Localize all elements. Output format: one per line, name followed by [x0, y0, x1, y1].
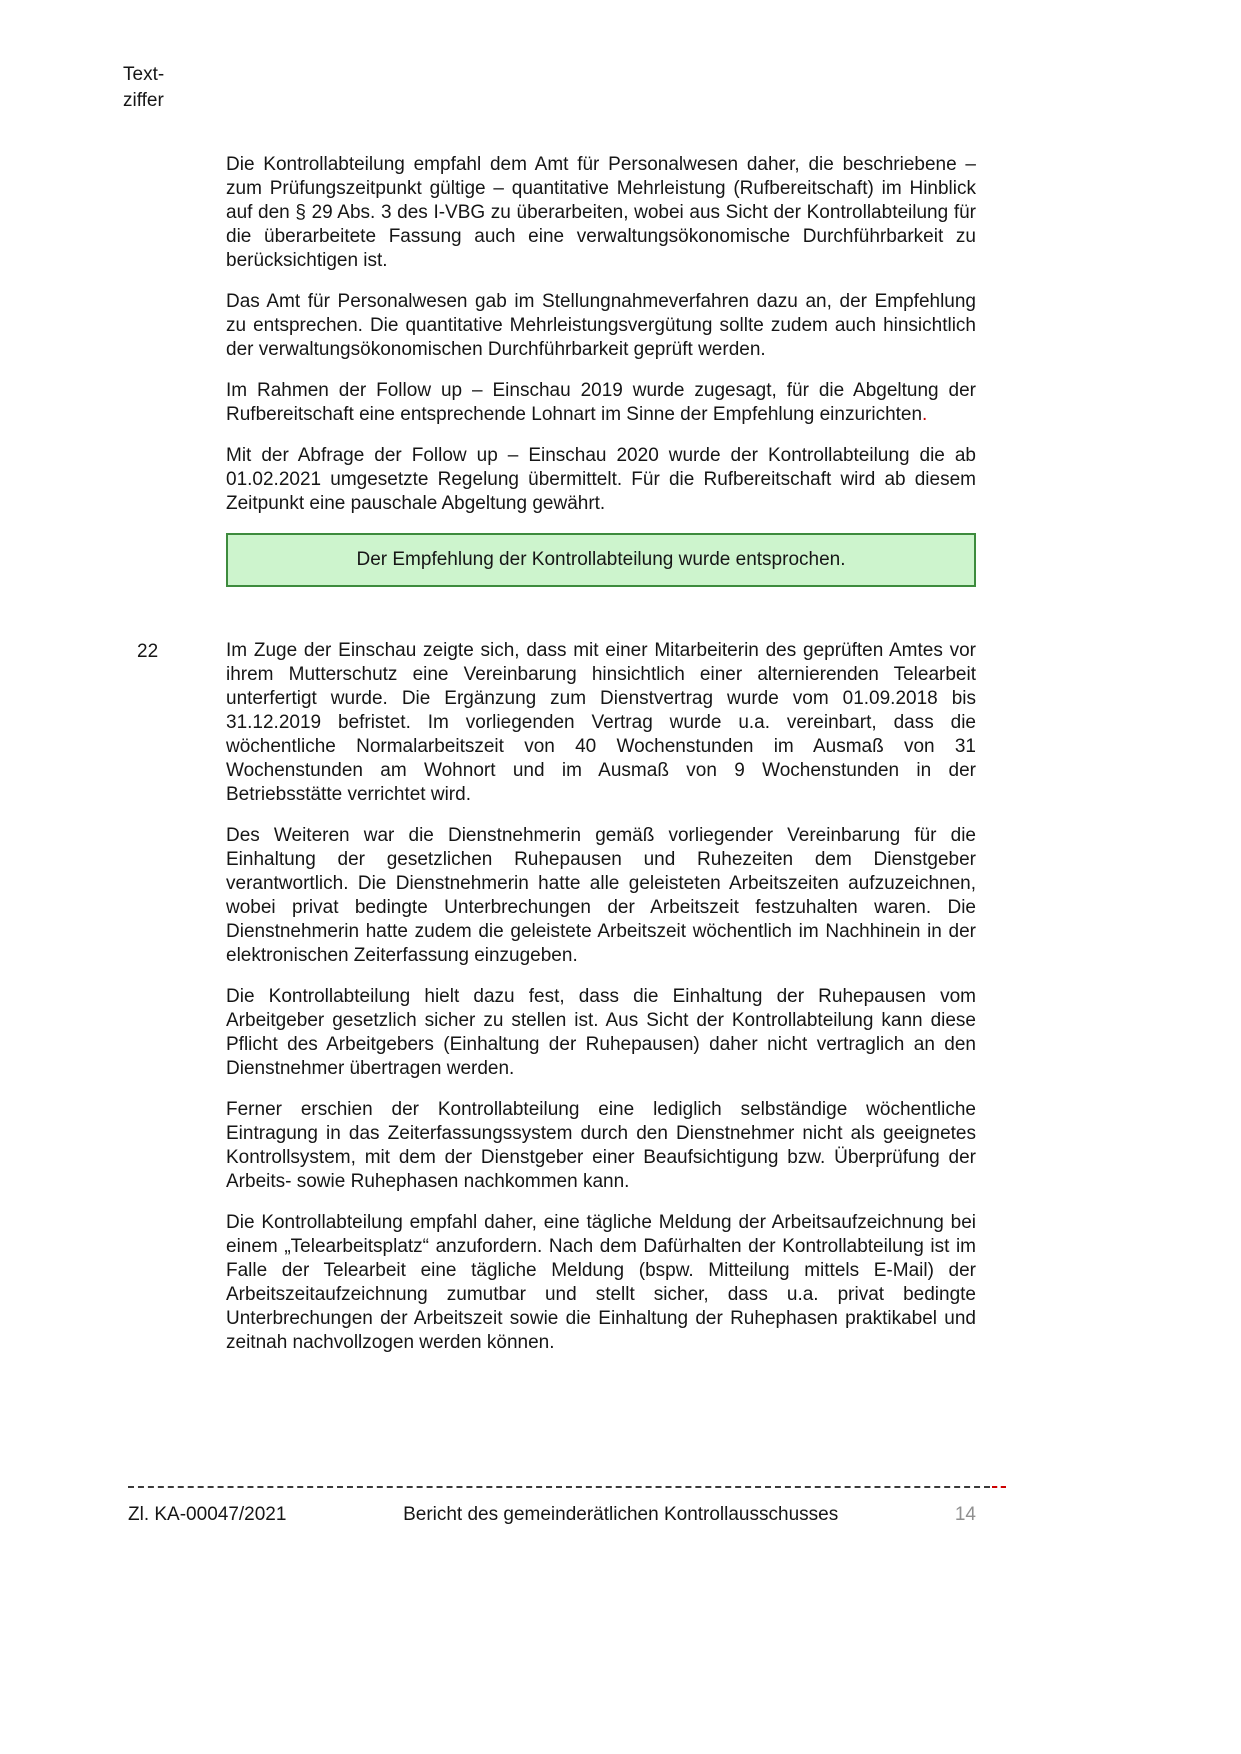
margin-column-heading-line1: Text- — [123, 64, 165, 85]
body-content — [137, 153, 976, 1372]
footer-reference-number: Zl. KA-00047/2021 — [128, 1504, 287, 1525]
section-22 — [137, 639, 976, 1355]
paragraph: Des Weiteren war die Dienstnehmerin gemäß vorliegender Vereinbarung für die Einhaltung der gesetzlichen Ruhepausen und Ruhezeiten dem Dienstgeber verantwortlich. Die Dienstnehmerin hatte alle geleisteten Arbeitszeiten aufzuzeichnen, wobei privat bedingte Unterbrechungen der Arbeitszeit festzuhalten waren. Die Dienstnehmerin hatte zudem die geleistete Arbeitszeit wöchentlich im Nachhinein in der elektronischen Zeiterfassung einzugeben. — [226, 825, 976, 966]
margin-column-heading-line2: ziffer — [123, 90, 164, 111]
paragraph: Ferner erschien der Kontrollabteilung eine lediglich selbständige wöchentliche Eintragung in das Zeiterfassungssystem durch den Dienstnehmer nicht als geeignetes Kontrollsystem, mit dem der Dienstgeber einer Beaufsichtigung bzw. Überprüfung der Arbeits- sowie Ruhephasen nachkommen kann. — [226, 1099, 976, 1192]
paragraph: Mit der Abfrage der Follow up – Einschau 2020 wurde der Kontrollabteilung die ab 01.02.2021 umgesetzte Regelung übermittelt. Für die Rufbereitschaft wird ab diesem Zeitpunkt eine pauschale Abgeltung gewährt. — [226, 445, 976, 514]
paragraph: Die Kontrollabteilung empfahl daher, eine tägliche Meldung der Arbeitsaufzeichnung bei einem „Telearbeitsplatz“ anzufordern. Nach dem Dafürhalten der Kontrollabteilung ist im Falle der Telearbeit eine tägliche Meldung (bspw. Mitteilung mittels E-Mail) der Arbeitszeitaufzeichnung zumutbar und stellt sicher, dass u.a. privat bedingte Unterbrechungen der Arbeitszeit sowie die Einhaltung der Ruhephasen praktikabel und zeitnah nachvollzogen werden können. — [226, 1212, 976, 1353]
page-footer — [128, 1503, 976, 1527]
footer-divider — [128, 1486, 990, 1488]
margin-section-number: 22 — [137, 641, 159, 662]
paragraph — [226, 379, 976, 427]
paragraph-text: Im Rahmen der Follow up – Einschau 2019 wurde zugesagt, für die Abgeltung der Rufbereitschaft eine entsprechende Lohnart im Sinne der Empfehlung einzurichten — [226, 380, 976, 425]
paragraph: Die Kontrollabteilung hielt dazu fest, dass die Einhaltung der Ruhepausen vom Arbeitgeber gesetzlich sicher zu stellen ist. Aus Sicht der Kontrollabteilung kann diese Pflicht des Arbeitgebers (Einhaltung der Ruhepausen) daher nicht vertraglich an den Dienstnehmer übertragen werden. — [226, 986, 976, 1079]
paragraph: Die Kontrollabteilung empfahl dem Amt für Personalwesen daher, die beschriebene – zum Prüfungszeitpunkt gültige – quantitative Mehrleistung (Rufbereitschaft) im Hinblick auf den § 29 Abs. 3 des I-VBG zu überarbeiten, wobei aus Sicht der Kontrollabteilung für die überarbeitete Fassung auch eine verwaltungsökonomische Durchführbarkeit zu berücksichtigen ist. — [226, 154, 976, 271]
paragraph: Das Amt für Personalwesen gab im Stellungnahmeverfahren dazu an, der Empfehlung zu entsprechen. Die quantitative Mehrleistungsvergütung sollte zudem auch hinsichtlich der verwaltungsökonomischen Durchführbarkeit geprüft werden. — [226, 291, 976, 360]
recommendation-status-box: Der Empfehlung der Kontrollabteilung wurde entsprochen. — [226, 533, 976, 587]
footer-divider-red-dash — [992, 1486, 1006, 1488]
footer-report-title: Bericht des gemeinderätlichen Kontrollausschusses — [403, 1504, 839, 1525]
footer-page-number: 14 — [954, 1504, 976, 1525]
margin-column-heading — [123, 62, 164, 114]
paragraph: Im Zuge der Einschau zeigte sich, dass mit einer Mitarbeiterin des geprüften Amtes vor ihrem Mutterschutz eine Vereinbarung hinsichtlich einer alternierenden Telearbeit unterfertigt wurde. Die Ergänzung zum Dienstvertrag wurde vom 01.09.2018 bis 31.12.2019 befristet. Im vorliegenden Vertrag wurde u.a. vereinbart, dass die wöchentliche Normalarbeitszeit von 40 Wochenstunden im Ausmaß von 31 Wochenstunden am Wohnort und im Ausmaß von 9 Wochenstunden in der Betriebsstätte verrichtet wird. — [226, 640, 976, 805]
red-period: . — [922, 404, 928, 425]
